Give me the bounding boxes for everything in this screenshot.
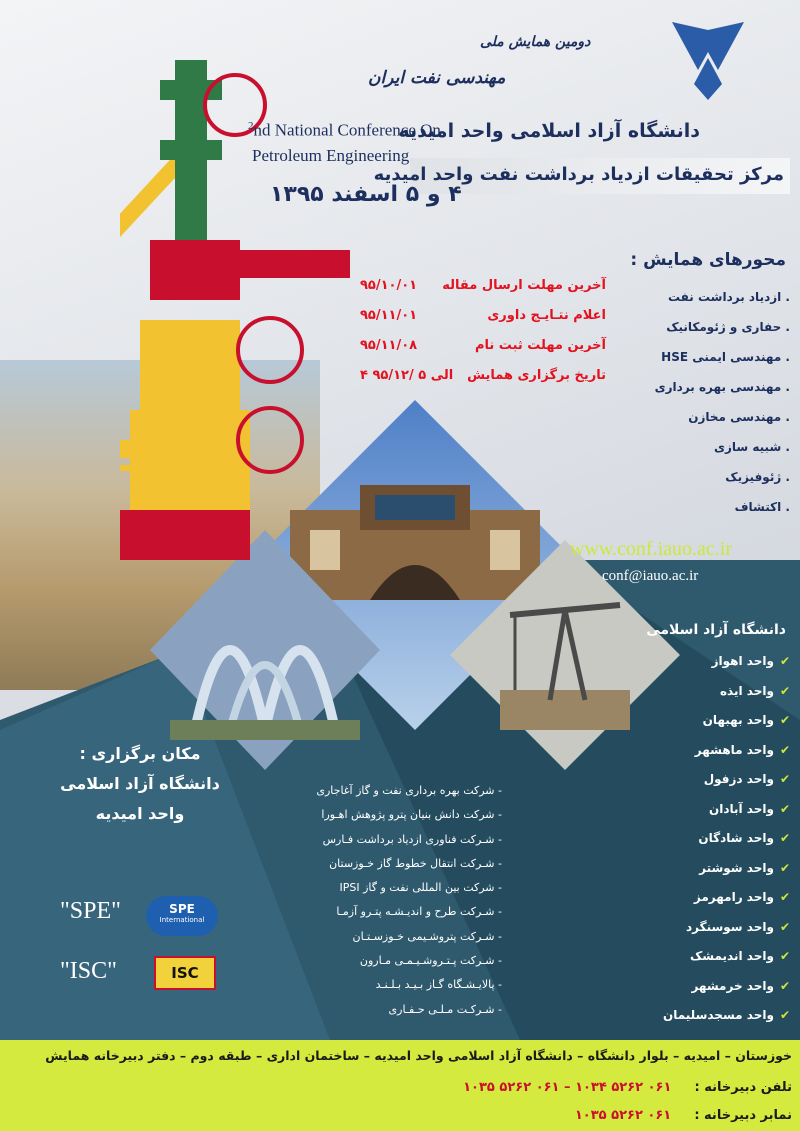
topic-item: . مهندسی ایمنی HSE bbox=[661, 350, 790, 364]
company-item: - شرکت بهره برداری نفت و گاز آغاجاری bbox=[316, 784, 502, 797]
checkmark-icon: ✔ bbox=[779, 742, 790, 757]
deadline-label: تاریخ برگزاری همایش bbox=[467, 368, 606, 383]
deadline-label: اعلام نتـایـج داوری bbox=[487, 308, 606, 323]
phone-value: ۰۶۱ ۵۲۶۲ ۱۰۳۴ – ۰۶۱ ۵۲۶۲ ۱۰۳۵ bbox=[463, 1080, 672, 1095]
islamic-azad-university-logo bbox=[672, 22, 744, 104]
deadline-date: ۹۵/۱۱/۰۸ bbox=[360, 338, 418, 353]
checkmark-icon: ✔ bbox=[779, 801, 790, 816]
branch-item: ✔واحد آبادان bbox=[708, 801, 790, 816]
checkmark-icon: ✔ bbox=[779, 919, 790, 934]
branch-item: ✔واحد مسجدسلیمان bbox=[662, 1008, 790, 1022]
topics-heading: محورهای همایش : bbox=[630, 250, 786, 270]
deadline-label: آخرین مهلت ارسال مقاله bbox=[442, 278, 606, 293]
checkmark-icon: ✔ bbox=[779, 713, 790, 727]
branch-item: ✔واحد ماهشهر bbox=[694, 742, 790, 757]
phone-label: تلفن دبیرخانه : bbox=[694, 1080, 792, 1095]
topic-item: . شبیه سازی bbox=[713, 440, 790, 454]
checkmark-icon: ✔ bbox=[779, 683, 790, 698]
deadline-row bbox=[360, 368, 606, 398]
branch-item: ✔واحد اهواز bbox=[711, 654, 790, 668]
deadline-row bbox=[360, 308, 606, 338]
branch-item: ✔واحد سوسنگرد bbox=[685, 919, 790, 934]
footer-phone-row bbox=[8, 1076, 792, 1095]
branch-item: ✔واحد بهبهان bbox=[702, 713, 790, 727]
branch-item: ✔واحد ایذه bbox=[719, 683, 790, 698]
branch-item: ✔واحد اندیمشک bbox=[690, 949, 790, 963]
checkmark-icon: ✔ bbox=[779, 890, 790, 904]
topic-item: . مهندسی مخازن bbox=[688, 410, 790, 424]
checkmark-icon: ✔ bbox=[779, 772, 790, 786]
supporting-companies-list bbox=[292, 784, 502, 1027]
company-item: - شـرکت فناوری ازدیاد برداشت فـارس bbox=[322, 832, 502, 846]
branches-list bbox=[630, 654, 790, 1038]
deadline-date: ۹۵/۱۱/۰۱ bbox=[360, 308, 418, 323]
venue-line2: واحد امیدیه bbox=[95, 804, 185, 823]
conference-website-link[interactable]: www.conf.iauo.ac.ir bbox=[570, 538, 732, 560]
venue-line1: دانشگاه آزاد اسلامی bbox=[60, 774, 220, 793]
deadline-label: آخرین مهلت ثبت نام bbox=[474, 338, 606, 353]
deadline-date: ۹۵/۱۰/۰۱ bbox=[360, 278, 418, 293]
checkmark-icon: ✔ bbox=[779, 831, 790, 845]
conference-title-persian-line2: مهندسی نفت ایران bbox=[368, 68, 506, 88]
isc-sponsor-label: "ISC" bbox=[60, 958, 117, 984]
footer-address: خوزستان – امیدیه – بلوار دانشگاه – دانشگاه آزاد اسلامی واحد امیدیه – ساختمان اداری – طبقه دوم – دفتر دبیرخانه همایش bbox=[45, 1048, 792, 1063]
company-item: - شـرکت پـتـروشـیـمـی مـارون bbox=[359, 954, 502, 968]
conference-dates: ۴ و ۵ اسفند ۱۳۹۵ bbox=[270, 182, 462, 207]
company-item: - شـرکت پتروشـیمی خـوزسـتـان bbox=[352, 929, 502, 943]
fax-value: ۰۶۱ ۵۲۶۲ ۱۰۳۵ bbox=[574, 1108, 672, 1123]
venue-block bbox=[40, 744, 240, 834]
checkmark-icon: ✔ bbox=[779, 978, 790, 993]
branch-item: ✔واحد شوشتر bbox=[699, 860, 790, 875]
isc-logo: ISC bbox=[154, 956, 216, 990]
deadline-row bbox=[360, 278, 606, 308]
topic-item: . ازدیاد برداشت نفت bbox=[667, 290, 790, 304]
company-item: - پالایـشـگاه گـاز بـیـد بـلـنـد bbox=[375, 978, 502, 992]
conference-title-english-line1: $^2$nd National Conference On bbox=[248, 120, 441, 140]
university-name: دانشگاه آزاد اسلامی واحد امیدیه bbox=[398, 120, 700, 142]
topic-item: . مهندسی بهره برداری bbox=[654, 380, 790, 394]
company-item: - شرکت بین المللی نفت و گاز IPSI bbox=[339, 881, 502, 895]
checkmark-icon: ✔ bbox=[779, 949, 790, 963]
deadline-date: ۴ الی ۵ /۹۵/۱۲ bbox=[360, 368, 454, 383]
venue-heading: مکان برگزاری : bbox=[79, 744, 201, 763]
research-center-name: مرکز تحقیقات ازدیاد برداشت نفت واحد امیدیه bbox=[373, 164, 784, 185]
checkmark-icon: ✔ bbox=[779, 1008, 790, 1022]
topics-list bbox=[610, 290, 790, 530]
company-item: - شـرکـت مـلـی حـفـاری bbox=[388, 1002, 502, 1016]
conference-title-english-line2: Petroleum Engineering bbox=[252, 146, 410, 165]
deadlines-list bbox=[360, 278, 606, 398]
checkmark-icon: ✔ bbox=[779, 654, 790, 668]
spe-logo: SPE International bbox=[146, 896, 218, 936]
conference-email-link[interactable]: conf@iauo.ac.ir bbox=[602, 568, 699, 584]
branch-item: ✔واحد دزفول bbox=[703, 772, 790, 786]
company-item: - شـرکت انتقال خطوط گاز خـوزستان bbox=[329, 856, 502, 870]
branch-item: ✔واحد خرمشهر bbox=[691, 978, 790, 993]
branch-item: ✔واحد رامهرمز bbox=[693, 890, 790, 904]
spe-sponsor-label: "SPE" bbox=[60, 898, 121, 924]
topic-item: . اکتشاف bbox=[734, 500, 790, 514]
company-item: - شرکت دانش بنیان پترو پژوهش اهـورا bbox=[321, 808, 502, 822]
topic-item: . حفاری و ژئومکانیک bbox=[666, 320, 790, 334]
branches-heading: دانشگاه آزاد اسلامی bbox=[646, 622, 786, 638]
footer-fax-row bbox=[8, 1104, 792, 1123]
branch-item: ✔واحد شادگان bbox=[698, 831, 790, 845]
topic-item: . ژئوفیزیک bbox=[725, 470, 790, 484]
fax-label: نمابر دبیرخانه : bbox=[694, 1108, 792, 1123]
checkmark-icon: ✔ bbox=[779, 860, 790, 875]
deadline-row bbox=[360, 338, 606, 368]
conference-title-persian-line1: دومین همایش ملی bbox=[480, 34, 591, 50]
wellhead-christmas-tree-illustration bbox=[120, 20, 360, 620]
company-item: - شـرکت طرح و اندیـشـه پتـرو آزمـا bbox=[336, 905, 502, 919]
